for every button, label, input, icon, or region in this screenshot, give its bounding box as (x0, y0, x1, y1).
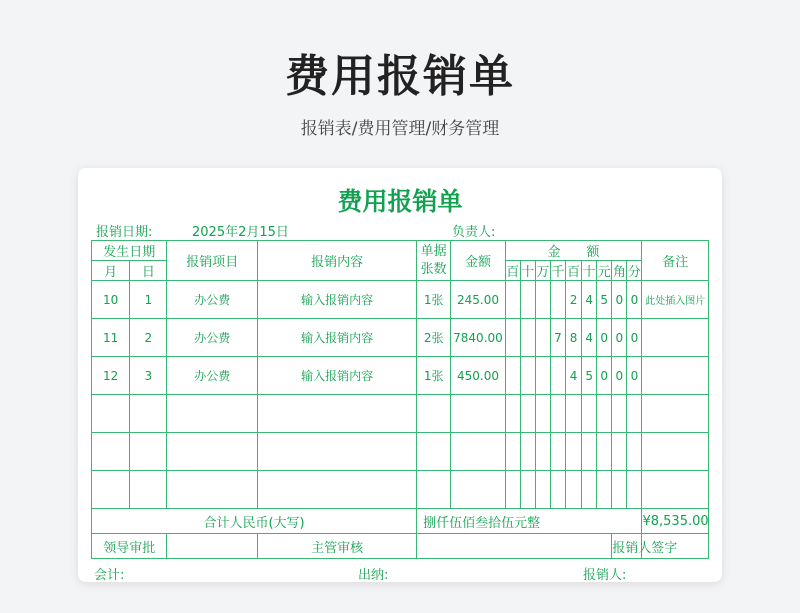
digit-cell: 0 (627, 281, 642, 319)
digit-cell (627, 395, 642, 433)
digit-header: 角 (612, 261, 627, 281)
digit-cell: 4 (582, 319, 597, 357)
receipts-cell[interactable] (417, 433, 451, 471)
digit-cell (505, 319, 520, 357)
item-header: 报销项目 (167, 241, 258, 281)
digit-cell (535, 395, 550, 433)
content-cell[interactable]: 输入报销内容 (258, 319, 417, 357)
digit-cell: 0 (612, 319, 627, 357)
receipts-cell[interactable]: 2张 (417, 319, 451, 357)
digit-cell (520, 433, 535, 471)
amount-cell[interactable]: 450.00 (451, 357, 505, 395)
digit-cell (566, 471, 582, 509)
owner-label: 负责人: (452, 225, 496, 240)
supervisor-review-field[interactable] (417, 534, 612, 559)
leader-approval-field[interactable] (167, 534, 258, 559)
item-cell[interactable] (167, 395, 258, 433)
digit-header: 十 (582, 261, 597, 281)
total-words[interactable]: 捌仟伍佰叁拾伍元整 (417, 509, 642, 534)
amount-cell[interactable] (451, 471, 505, 509)
content-cell[interactable]: 输入报销内容 (258, 357, 417, 395)
receipts-header-line2: 张数 (420, 261, 447, 277)
digit-cell (550, 471, 565, 509)
note-cell[interactable] (642, 471, 709, 509)
digit-cell (535, 471, 550, 509)
digit-cell (520, 319, 535, 357)
table-row (92, 395, 709, 433)
receipts-cell[interactable]: 1张 (417, 357, 451, 395)
digit-header: 百 (566, 261, 582, 281)
digit-cell: 8 (566, 319, 582, 357)
month-cell[interactable] (92, 395, 130, 433)
day-cell[interactable] (130, 433, 167, 471)
note-cell[interactable] (642, 395, 709, 433)
month-cell[interactable] (92, 433, 130, 471)
month-cell[interactable]: 11 (92, 319, 130, 357)
receipts-header (417, 241, 451, 281)
digit-cell: 7 (550, 319, 565, 357)
digit-cell (520, 395, 535, 433)
digit-cell (597, 471, 612, 509)
amount-cell[interactable]: 245.00 (451, 281, 505, 319)
digit-cell (612, 395, 627, 433)
digit-cell (612, 471, 627, 509)
date-label: 报销日期: (96, 225, 153, 240)
month-cell[interactable]: 10 (92, 281, 130, 319)
day-cell[interactable]: 1 (130, 281, 167, 319)
amount-group-header: 金 额 (505, 241, 642, 261)
date-value[interactable]: 2025年2月15日 (192, 225, 289, 240)
page-title: 费用报销单 (285, 51, 515, 102)
digit-cell: 0 (627, 357, 642, 395)
amount-header: 金额 (451, 241, 505, 281)
leader-approval-label: 领导审批 (92, 534, 167, 559)
digit-cell: 0 (612, 357, 627, 395)
day-cell[interactable]: 2 (130, 319, 167, 357)
digit-cell (505, 395, 520, 433)
note-cell[interactable] (642, 319, 709, 357)
cashier-label: 出纳: (358, 568, 389, 583)
digit-header: 百 (505, 261, 520, 281)
total-value[interactable]: ¥8,535.00 (642, 509, 709, 534)
digit-cell (520, 471, 535, 509)
digit-cell: 4 (566, 357, 582, 395)
day-cell[interactable] (130, 471, 167, 509)
digit-cell: 4 (582, 281, 597, 319)
table-row (92, 281, 709, 319)
amount-cell[interactable] (451, 395, 505, 433)
form-title: 费用报销单 (337, 187, 463, 216)
receipts-header-line1: 单据 (420, 243, 447, 259)
digit-cell (550, 395, 565, 433)
day-header: 日 (130, 261, 167, 281)
digit-cell (627, 471, 642, 509)
amount-cell[interactable] (451, 433, 505, 471)
item-cell[interactable] (167, 471, 258, 509)
digit-header: 万 (535, 261, 550, 281)
receipts-cell[interactable] (417, 395, 451, 433)
note-cell[interactable] (642, 433, 709, 471)
expense-table (91, 240, 709, 559)
table-row (92, 357, 709, 395)
digit-cell: 2 (566, 281, 582, 319)
month-cell[interactable]: 12 (92, 357, 130, 395)
digit-cell: 0 (612, 281, 627, 319)
digit-cell (627, 433, 642, 471)
digit-cell: 5 (597, 281, 612, 319)
digit-cell (566, 395, 582, 433)
item-cell[interactable] (167, 433, 258, 471)
table-row (92, 433, 709, 471)
digit-cell (612, 433, 627, 471)
item-cell[interactable]: 办公费 (167, 319, 258, 357)
receipts-cell[interactable]: 1张 (417, 281, 451, 319)
digit-cell (582, 471, 597, 509)
note-cell[interactable]: 此处插入图片 (642, 281, 709, 319)
note-header: 备注 (642, 241, 709, 281)
digit-cell: 0 (627, 319, 642, 357)
reimbursement-form (78, 168, 722, 582)
table-row (92, 319, 709, 357)
table-row (92, 471, 709, 509)
digit-header: 十 (520, 261, 535, 281)
total-label: 合计人民币(大写) (92, 509, 417, 534)
digit-cell (505, 281, 520, 319)
digit-header: 分 (627, 261, 642, 281)
digit-header: 元 (597, 261, 612, 281)
digit-cell (582, 433, 597, 471)
content-cell[interactable] (258, 433, 417, 471)
item-cell[interactable]: 办公费 (167, 357, 258, 395)
digit-cell: 0 (597, 357, 612, 395)
month-header: 月 (92, 261, 130, 281)
digit-cell (597, 433, 612, 471)
accountant-label: 会计: (94, 568, 125, 583)
receipts-cell[interactable] (417, 471, 451, 509)
digit-cell (550, 433, 565, 471)
digit-cell: 5 (582, 357, 597, 395)
digit-cell (520, 357, 535, 395)
reimburser-sign-label: 报销人签字 (612, 534, 642, 559)
note-cell[interactable] (642, 357, 709, 395)
digit-cell (505, 433, 520, 471)
reimburser-label: 报销人: (583, 568, 627, 583)
content-cell[interactable] (258, 471, 417, 509)
digit-cell (505, 471, 520, 509)
digit-cell: 0 (597, 319, 612, 357)
amount-cell[interactable]: 7840.00 (451, 319, 505, 357)
digit-cell (597, 395, 612, 433)
digit-cell (550, 357, 565, 395)
day-cell[interactable]: 3 (130, 357, 167, 395)
occur-date-header: 发生日期 (92, 241, 167, 261)
content-cell[interactable]: 输入报销内容 (258, 281, 417, 319)
digit-cell (550, 281, 565, 319)
day-cell[interactable] (130, 395, 167, 433)
digit-cell (566, 433, 582, 471)
digit-cell (535, 357, 550, 395)
month-cell[interactable] (92, 471, 130, 509)
digit-cell (520, 281, 535, 319)
page-subtitle: 报销表/费用管理/财务管理 (300, 119, 500, 139)
content-header: 报销内容 (258, 241, 417, 281)
content-cell[interactable] (258, 395, 417, 433)
digit-cell (535, 319, 550, 357)
digit-header: 千 (550, 261, 565, 281)
supervisor-review-label: 主管审核 (258, 534, 417, 559)
digit-cell (535, 281, 550, 319)
digit-cell (535, 433, 550, 471)
item-cell[interactable]: 办公费 (167, 281, 258, 319)
digit-cell (505, 357, 520, 395)
digit-cell (582, 395, 597, 433)
